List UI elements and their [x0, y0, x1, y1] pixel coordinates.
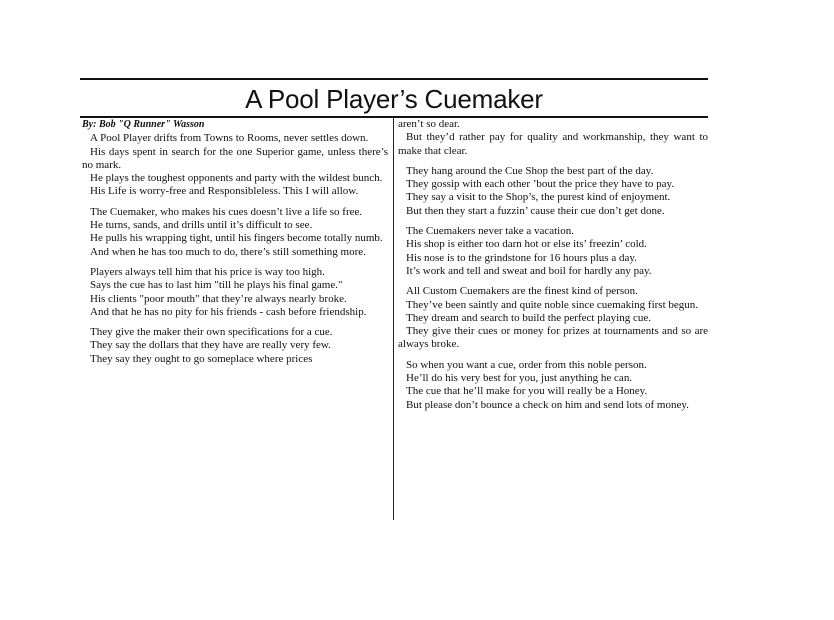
poem-line: And that he has no pity for his friends - cash before friendship. — [90, 305, 367, 318]
poem-line: They hang around the Cue Shop the best part of the day. — [406, 164, 654, 177]
right-stanza — [398, 165, 708, 218]
poem-line: Says the cue has to last him "till he plays his final game." — [90, 279, 343, 292]
poem-line: So when you want a cue, order from this noble person. — [406, 358, 647, 371]
left-stanza — [82, 326, 388, 366]
poem-line: A Pool Player drifts from Towns to Rooms, never settles down. — [90, 132, 369, 145]
poem-line: His Life is worry-free and Responsibleless. This I will allow. — [90, 185, 359, 198]
left-stanza — [82, 132, 388, 198]
byline: By: Bob "Q Runner" Wasson — [82, 119, 205, 130]
top-rule — [80, 78, 708, 80]
right-stanza — [398, 285, 708, 351]
left-stanza — [82, 266, 388, 319]
poem-line: His clients "poor mouth" that they’re always nearly broke. — [90, 292, 347, 305]
poem-line: The Cuemakers never take a vacation. — [406, 225, 574, 238]
right-stanza — [398, 118, 708, 158]
right-column — [398, 118, 708, 419]
poem-line: He pulls his wrapping tight, until his fingers become totally numb. — [90, 232, 383, 245]
poem-line: He’ll do his very best for you, just anything he can. — [406, 372, 633, 385]
poem-line: And when he has too much to do, there’s still something more. — [90, 245, 366, 258]
poem-line: They dream and search to build the perfect playing cue. — [406, 311, 651, 324]
column-divider — [393, 118, 394, 520]
article-title: A Pool Player’s Cuemaker — [245, 84, 543, 114]
poem-line: His days spent in search for the one Superior game, unless there’s no mark. — [82, 145, 388, 171]
poem-line: He turns, sands, and drills until it’s difficult to see. — [90, 219, 313, 232]
poem-line: But they’d rather pay for quality and workmanship, they want to make that clear. — [398, 131, 708, 157]
left-stanzas — [82, 132, 388, 366]
poem-line: They gossip with each other ’bout the price they have to pay. — [406, 178, 675, 191]
left-stanza — [82, 206, 388, 259]
poem-line: They say a visit to the Shop’s, the purest kind of enjoyment. — [406, 191, 671, 204]
poem-line: The cue that he’ll make for you will really be a Honey. — [406, 385, 648, 398]
poem-line: His shop is either too darn hot or else its’ freezin’ cold. — [406, 238, 647, 251]
poem-line: They say they ought to go someplace where prices — [90, 352, 313, 365]
poem-line: They say the dollars that they have are really very few. — [90, 339, 331, 352]
poem-line: They give their cues or money for prizes at tournaments and so are always broke. — [398, 325, 708, 351]
poem-line: It’s work and tell and sweat and boil for hardly any pay. — [406, 264, 652, 277]
poem-line: Players always tell him that his price is way too high. — [90, 265, 325, 278]
left-column — [82, 118, 388, 373]
right-stanza — [398, 225, 708, 278]
poem-line: But please don’t bounce a check on him and send lots of money. — [406, 398, 689, 411]
poem-line: All Custom Cuemakers are the finest kind of person. — [406, 285, 638, 298]
poem-line: They’ve been saintly and quite noble since cuemaking first begun. — [406, 298, 699, 311]
poem-line: The Cuemaker, who makes his cues doesn’t live a life so free. — [90, 205, 363, 218]
poem-line: He plays the toughest opponents and party with the wildest bunch. — [90, 172, 383, 185]
right-stanzas — [398, 118, 708, 412]
poem-line: But then they start a fuzzin’ cause their cue don’t get done. — [406, 204, 665, 217]
right-stanza — [398, 359, 708, 412]
poem-line: His nose is to the grindstone for 16 hours plus a day. — [406, 251, 637, 264]
poem-line: They give the maker their own specifications for a cue. — [90, 326, 333, 339]
poem-line: aren’t so dear. — [398, 118, 460, 130]
